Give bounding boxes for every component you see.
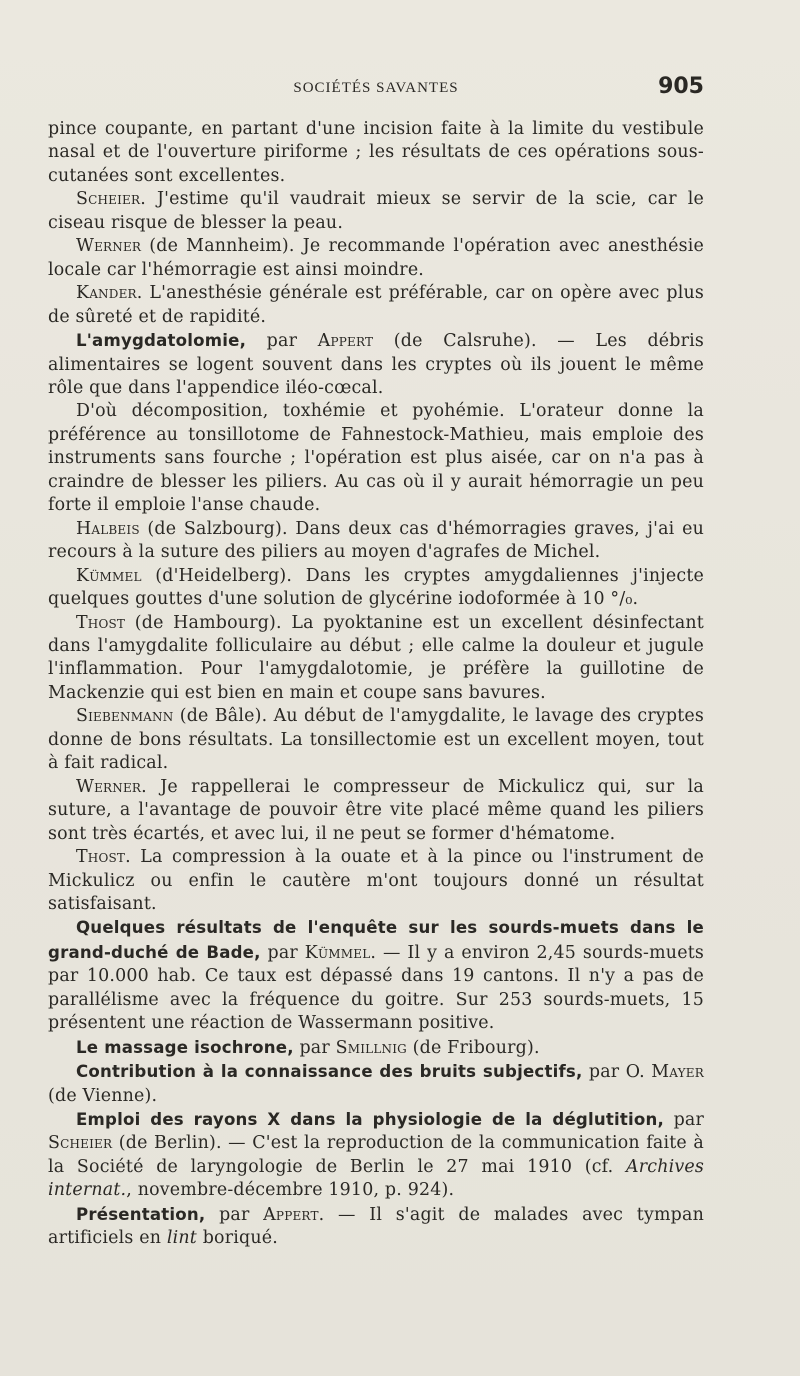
paragraph-massage xyxy=(48,1036,704,1060)
byline: par xyxy=(205,1204,264,1225)
paragraph-amygdatolomie xyxy=(48,329,704,400)
paragraph-thost xyxy=(48,612,704,706)
author-name: Scheier xyxy=(48,1133,113,1154)
communication-title: Présentation, xyxy=(76,1204,206,1224)
paragraph-scheier xyxy=(48,188,704,235)
speaker-name: Siebenmann xyxy=(76,706,174,727)
page-header xyxy=(48,76,704,106)
paragraph-kander xyxy=(48,282,704,329)
paragraph-text: (de Fribourg). xyxy=(406,1037,540,1058)
speaker-name: Scheier. xyxy=(76,189,146,210)
communication-title: Quelques résultats de l'enquête sur les sourds-muets dans le grand-duché de Bade, xyxy=(48,918,704,962)
paragraph-text: , novembre-décembre 1910, p. 924). xyxy=(126,1180,455,1201)
paragraph-decomposition xyxy=(48,400,704,517)
speaker-name: Werner. xyxy=(76,776,147,797)
paragraph-text: (de Hambourg). La pyoktanine est un excellent désinfectant dans l'amygdalite folliculaire au début ; elle calme la douleur et jugule l'inflammation. Pour l'amygdalotomie, je préfère la guillotine de Mackenzie qui est bien en main et coupe sans bavures. xyxy=(48,612,704,703)
paragraph-text: J'estime qu'il vaudrait mieux se servir de la scie, car le ciseau risque de blesser la peau. xyxy=(48,189,704,233)
paragraph-sourds-muets xyxy=(48,916,704,1035)
paragraph-text: (de Calsruhe). — Les débris alimentaires se logent souvent dans les cryptes où ils jouent le même rôle que dans l'appendice iléo-cœcal. xyxy=(48,331,704,398)
paragraph-text: L'anesthésie générale est préférable, car on opère avec plus de sûreté et de rapidité. xyxy=(48,283,704,327)
speaker-name: Halbeis xyxy=(76,518,140,539)
paragraph-text: — Il s'agit de malades avec tympan artificiels en xyxy=(48,1204,704,1249)
byline: par xyxy=(260,942,305,963)
speaker-name: Thost xyxy=(76,612,126,633)
byline: par xyxy=(664,1110,704,1131)
author-name: Mayer xyxy=(651,1062,704,1083)
paragraph-text: — Il y a environ 2,45 sourds-muets par 10.000 hab. Ce taux est dépassé dans 19 cantons. Il n'y a pas de parallélisme avec la fréquence du goitre. Sur 253 sourds-muets, 15 présentent une réaction de Wassermann positive. xyxy=(48,942,705,1034)
paragraph-thost-2 xyxy=(48,846,704,916)
paragraph-text: (de Berlin). — C'est la reproduction de la communication faite à la Société de laryngologie de Berlin le 27 mai 1910 (cf. xyxy=(48,1133,704,1177)
byline: par xyxy=(293,1037,336,1058)
paragraph-rayons-x xyxy=(48,1108,704,1203)
byline: par xyxy=(246,331,318,352)
paragraph-text: (de Vienne). xyxy=(48,1085,158,1106)
paragraph-bruits xyxy=(48,1060,704,1108)
paragraph-text: Je rappellerai le compresseur de Mickulicz qui, sur la suture, a l'avantage de pouvoir être vite placé même quand les piliers sont très écartés, et avec lui, il ne peut se former d'hématome. xyxy=(48,776,704,844)
author-name: Appert xyxy=(317,331,374,352)
author-name: Appert. xyxy=(263,1204,325,1225)
paragraph-kummel xyxy=(48,565,704,612)
speaker-name: Thost. xyxy=(76,847,131,868)
speaker-name: Kander. xyxy=(76,283,143,304)
paragraph-continued xyxy=(48,118,704,188)
communication-title: Le massage isochrone, xyxy=(76,1037,294,1057)
page-number: 905 xyxy=(658,74,704,99)
paragraph-siebenmann xyxy=(48,705,704,775)
paragraph-werner-2 xyxy=(48,776,704,846)
communication-title: L'amygdatolomie, xyxy=(76,331,247,351)
communication-title: Emploi des rayons X dans la physiologie de la déglutition, xyxy=(76,1110,665,1130)
body-text xyxy=(48,118,704,1251)
paragraph-presentation xyxy=(48,1203,704,1251)
byline: par O. xyxy=(582,1062,652,1083)
journal-title: Archives internat. xyxy=(48,1156,704,1201)
paragraph-text: (de Bâle). Au début de l'amygdalite, le lavage des cryptes donne de bons résultats. La tonsillectomie est un excellent moyen, tout à fait radical. xyxy=(48,706,704,774)
paragraph-text: pince coupante, en partant d'une incision faite à la limite du vestibule nasal et de l'ouverture piriforme ; les résultats de ces opérations sous-cutanées sont excellentes. xyxy=(48,119,704,186)
paragraph-text: boriqué. xyxy=(196,1228,278,1249)
italic-word: lint xyxy=(166,1228,197,1249)
running-title: SOCIÉTÉS SAVANTES xyxy=(293,80,459,96)
paragraph-text: La compression à la ouate et à la pince ou l'instrument de Mickulicz ou enfin le cautère m'ont toujours donné un résultat satisfaisant. xyxy=(48,847,704,914)
communication-title: Contribution à la connaissance des bruits subjectifs, xyxy=(76,1062,583,1082)
paragraph-text: (de Mannheim). Je recommande l'opération avec anesthésie locale car l'hémorragie est ainsi moindre. xyxy=(48,236,704,280)
paragraph-halbeis xyxy=(48,518,704,565)
paragraph-text: (d'Heidelberg). Dans les cryptes amygdaliennes j'injecte quelques gouttes d'une solution de glycérine iodoformée à 10 °/₀. xyxy=(48,565,704,610)
paragraph-text: (de Salzbourg). Dans deux cas d'hémorragies graves, j'ai eu recours à la suture des piliers au moyen d'agrafes de Michel. xyxy=(48,518,704,563)
paragraph-werner xyxy=(48,235,704,282)
speaker-name: Werner xyxy=(76,236,142,257)
speaker-name: Kümmel xyxy=(76,565,142,586)
paragraph-text: D'où décomposition, toxhémie et pyohémie. L'orateur donne la préférence au tonsillotome de Fahnestock-Mathieu, mais emploie des instruments sans fourche ; l'opération est plus aisée, car on n'a pas à craindre de blesser les piliers. Au cas où il y aurait hémorragie un peu forte il emploie l'anse chaude. xyxy=(48,401,704,516)
author-name: Kümmel. xyxy=(304,942,377,963)
author-name: Smillnig xyxy=(335,1037,407,1058)
